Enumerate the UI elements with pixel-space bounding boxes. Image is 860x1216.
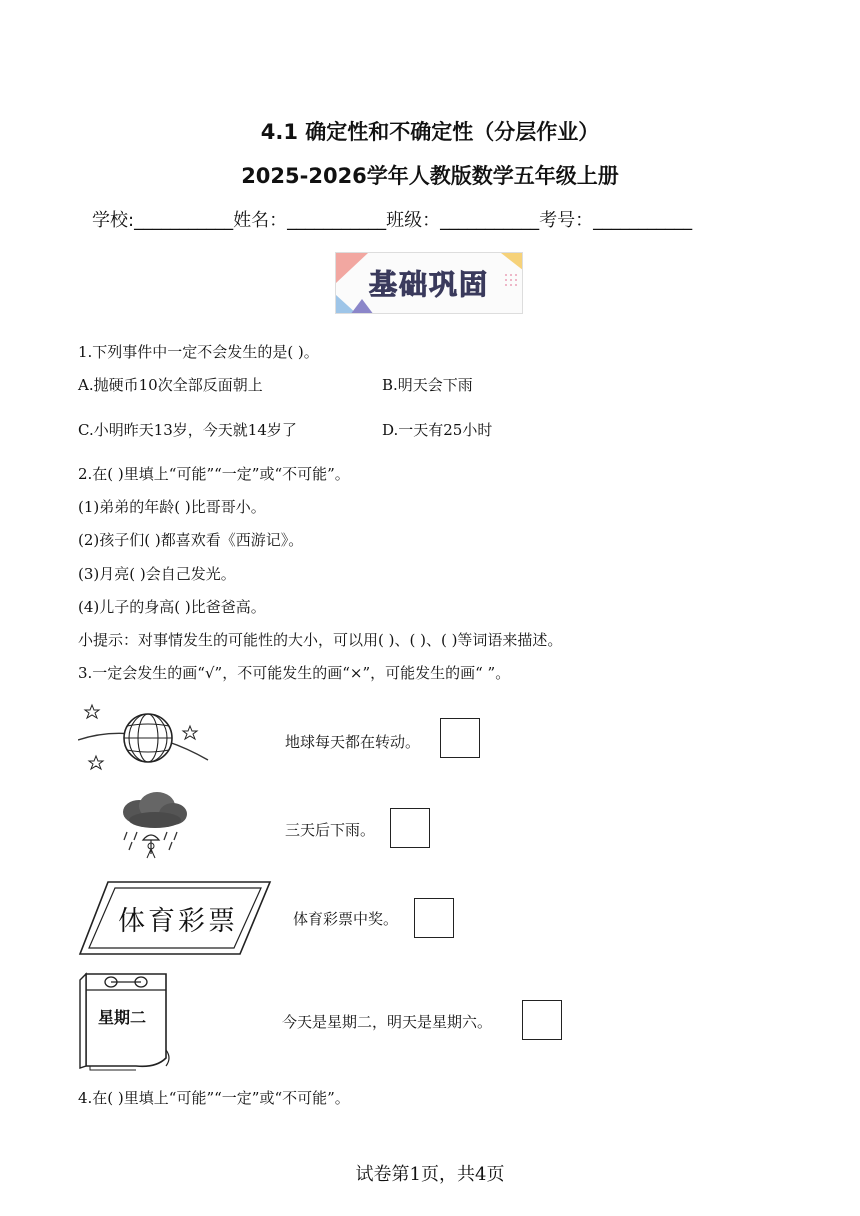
q2-item-3: (3)月亮( )会自己发光。 [78,565,236,583]
q1-option-a: A.抛硬币10次全部反面朝上 [78,376,263,394]
globe-icon [78,700,218,780]
q4-stem: 4.在( )里填上“可能”“一定”或“不可能”。 [78,1089,350,1107]
page-footer: 试卷第1页，共4页 [355,1164,505,1185]
q2-stem: 2.在( )里填上“可能”“一定”或“不可能”。 [78,465,350,483]
q2-hint: 小提示：对事情发生的可能性的大小，可以用( )、( )、( )等词语来描述。 [78,631,563,649]
section-banner [335,252,523,314]
q1-option-d: D.一天有25小时 [382,421,493,439]
q3-answer-box-1[interactable] [440,718,480,758]
rain-cloud-icon [115,790,195,862]
q3-answer-box-3[interactable] [414,898,454,938]
calendar-label: 星期二 [98,1008,147,1027]
lottery-ticket-label: 体育彩票 [118,906,238,937]
title-line-2: 2025-2026学年人教版数学五年级上册 [241,164,619,188]
q3-item-3-text: 体育彩票中奖。 [293,910,399,928]
q3-item-1-text: 地球每天都在转动。 [285,733,421,751]
q2-item-2: (2)孩子们( )都喜欢看《西游记》。 [78,531,304,549]
title-line-1: 4.1 确定性和不确定性（分层作业） [260,120,600,144]
q2-item-4: (4)儿子的身高( )比爸爸高。 [78,598,266,616]
q3-stem: 3.一定会发生的画“√”，不可能发生的画“×”，可能发生的画“ ”。 [78,664,511,682]
q1-option-b: B.明天会下雨 [382,376,473,394]
q2-item-1: (1)弟弟的年龄( )比哥哥小。 [78,498,266,516]
q1-option-c: C.小明昨天13岁，今天就14岁了 [78,421,297,439]
q3-answer-box-2[interactable] [390,808,430,848]
student-info-line: 学校:___________姓名：___________班级：___________考号：___________ [92,210,693,231]
q3-answer-box-4[interactable] [522,1000,562,1040]
q3-item-2-text: 三天后下雨。 [285,821,376,839]
q3-item-4-text: 今天是星期二，明天是星期六。 [282,1013,493,1031]
banner-label: 基础巩固 [368,268,489,301]
q1-stem: 1.下列事件中一定不会发生的是( )。 [78,343,319,361]
